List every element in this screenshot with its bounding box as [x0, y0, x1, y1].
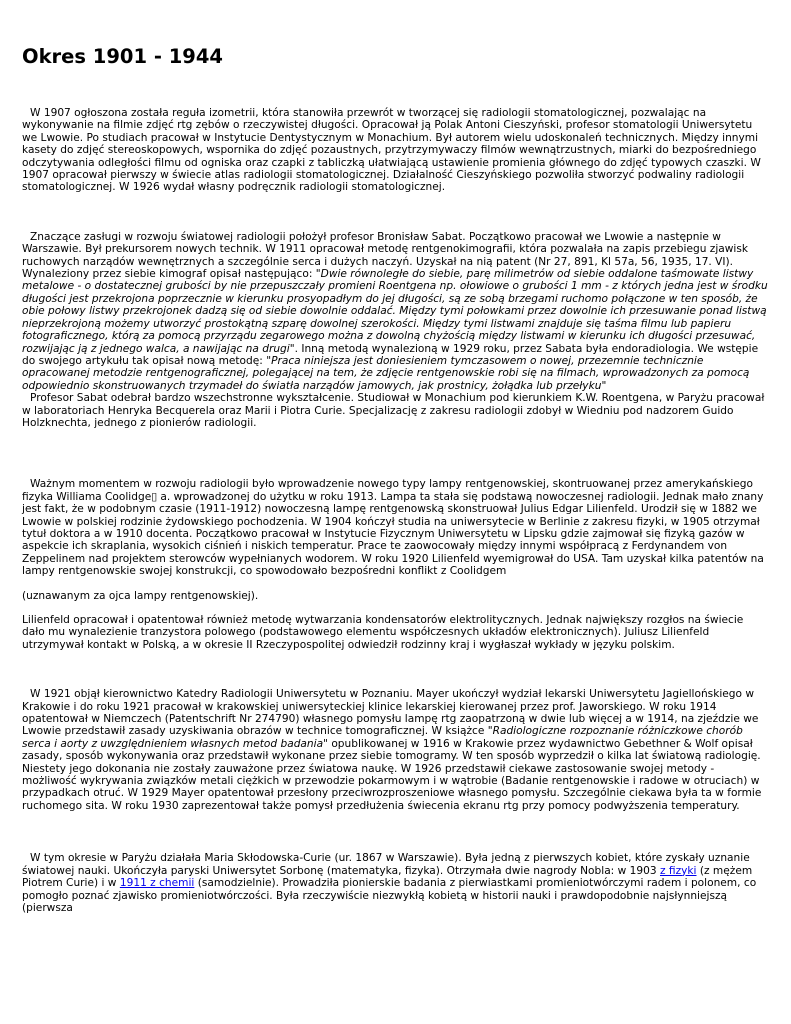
- spacer: [22, 812, 769, 852]
- spacer: [22, 69, 769, 107]
- spacer: [22, 602, 769, 614]
- paragraph-lilienfeld: Ważnym momentem w rozwoju radiologii było wprowadzenie nowego typy lampy rentgenowskiej, skontruowanej przez amerykańskiego fizyka Williama Coolidge▯ a. wprowadzonej do użytku w roku 1913. Lampa ta stała się podstawą nowoczesnej radiologii. Jednak mało znany jest fakt, że w podobnym czasie (1911-1912) nowoczesną lampę rentgenowską skonstruował Julius Edgar Lilienfeld. Urodził się w 1882 we Lwowie w polskiej rodzinie żydowskiego pochodzenia. W 1904 kończył studia na uniwersytecie w Berlinie z zakresu fizyki, w 1905 otrzymał tytuł doktora a w 1910 docenta. Początkowo pracował w Instytucie Fizycznym Uniwersytetu w Lipsku gdzie zajmował się fizyką gazów w aspekcie ich skraplania, wysokich ciśnień i niskich temperatur. Prace te zaowocowały między innymi współpracą z Ferdynandem von Zeppelinem nad projektem sterowców wypełnianych wodorem. W roku 1920 Lilienfeld wyemigrował do USA. Tam uzyskał kilka patentów na lampy rentgenowskie swojej konstrukcji, co spowodowało bezpośredni konflikt z Coolidgem: [22, 478, 764, 578]
- spacer: [22, 429, 769, 478]
- text: Znaczące zasługi w rozwoju światowej radiologii położył profesor Bronisław Sabat. Początkowo pracował we Lwowie a następnie w Warszawie. Był prekursorem nowych technik. W 1911 opracował metodę rentgenokimografii, która pozwalała na zapis przebiegu zjawisk ruchowych narządów wewnętrznych a szczególnie serca i dużych naczyń. Uzyskał na nią patent (Nr 27, 891, Kl 57a, 56, 1935, 17. VI). Wynaleziony przez siebie kimograf opisał następująco: ": [22, 230, 749, 281]
- quote-book-title: Radiologiczne rozpoznanie różniczkowe chorób serca i aorty z uwzględnieniem własnych metod badania: [22, 725, 743, 750]
- text: (samodzielnie). Prowadziła pionierskie badania z pierwiastkami promieniotwórczymi radem i polonem, co pomogło poznać zjawisko promieniotwórczości. Była rzeczywiście niezwykłą kobietą w historii nauki i prawdopodobnie najsłynniejszą (pierwsza: [22, 877, 757, 914]
- text: (z mężem Piotrem Curie) i w: [22, 864, 753, 890]
- spacer: [22, 578, 769, 590]
- link-physics-nobel[interactable]: z fizyki: [659, 864, 697, 877]
- paragraph-sabat: [22, 231, 769, 430]
- text: W 1921 objął kierownictwo Katedry Radiologii Uniwersytetu w Poznaniu. Mayer ukończył wydział lekarski Uniwersytetu Jagiellońskiego w Krakowie i do roku 1921 pracował w krakowskiej uniwersyteckiej klinice lekarskiej kierowanej przez prof. Jaworskiego. W roku 1914 opatentował w Niemczech (Patentschrift Nr 274790) własnego pomysłu lampę rtg zaopatrzoną w dwie lub więcej a w 1914, na zjeździe we Lwowie przedstawił zasady uzyskiwania obrazów w technice tomograficznej. W książce ": [22, 688, 759, 738]
- paragraph-sklodowska: [22, 852, 769, 914]
- quote-kimograf: Dwie równoległe do siebie, parę milimetrów od siebie oddalone taśmowate listwy metalowe - o dostatecznej grubości by nie przepuszczały promieni Roentgena np. ołowiowe o grubości 1 mm - z których jedna jest w środku długości jest przekrojona poprzecznie w kierunku prosyopadłym do jej długości, są ze sobą brzegami ruchomo połączone w ten sposób, że obie połowy listwy przekrojonek dadzą się od siebie dowolnie oddalać. Między tymi połowkami przez dowolnie ich przesuwanie ponad listwą nieprzekrojoną możemy utworzyć prostokątną szparę dowolnej szerokości. Między tymi listwami znajduje się taśma filmu lub papieru fotograficznego, którą za pomocą przyrządu zegarowego można z dowolną chyżością między listwami w kierunku ich długości przesuwać, rozwijając ją z jednego walca, a nawijając na drugi: [22, 268, 768, 355]
- text: W tym okresie w Paryżu działała Maria Skłodowska-Curie (ur. 1867 w Warszawie). Była jedną z pierwszych kobiet, które zyskały uznanie światowej nauki. Ukończyła paryski Uniwersytet Sorbonę (matematyka, fizyka). Otrzymała dwie nagrody Nobla: w 1903: [22, 852, 750, 877]
- page-title: Okres 1901 - 1944: [22, 45, 223, 68]
- text: Profesor Sabat odebrał bardzo wszechstronne wykształcenie. Studiował w Monachium pod kierunkiem K.W. Roentgena, w Paryżu pracował w laboratoriach Henryka Becquerela oraz Marii i Piotra Curie. Specjalizację z zakresu radiologii zdobył w Wiedniu pod nadzorem Guido Holzknechta, jednego z pionierów radiologii.: [22, 392, 765, 429]
- spacer: [22, 651, 769, 688]
- text: ". Inną metodą wynalezioną w 1929 roku, przez Sabata była endoradiologia. We wstępie do swojego artykułu tak opisał nową metodę: ": [22, 342, 759, 367]
- link-chemistry-nobel[interactable]: 1911 z chemii: [119, 877, 195, 890]
- spacer: [22, 194, 769, 231]
- paragraph-mayer: [22, 688, 769, 812]
- text: ": [601, 379, 607, 392]
- quote-endoradiologia: Praca niniejsza jest doniesieniem tymczasowem o nowej, przezemnie technicznie opracowanej metodzie rentgenograficznej, polegającej na tem, że zdjęcie rentgenowskie robi się na filmach, wprowadzonych za pomocą odpowiednio skonstruowanych trzymadeł do światła narządów jamowych, jak prostnicy, żołądka lub przełyku: [22, 354, 750, 392]
- paragraph-lilienfeld-transistor: Lilienfeld opracował i opatentował również metodę wytwarzania kondensatorów elektrolitycznych. Jednak największy rozgłos na świecie dało mu wynalezienie tranzystora polowego (podstawowego elementu współczesnych układów elektronicznych). Juliusz Lilienfeld utrzymywał kontakt w Polską, a w okresie II Rzeczypospolitej odwiedził rodzinny kraj i wygłaszał wykłady w języku polskim.: [22, 614, 744, 651]
- text: " opublikowanej w 1916 w Krakowie przez wydawnictwo Gebethner & Wolf opisał zasady, sposób wykonywania oraz przedstawił wykonane przez siebie tomogramy. W ten sposób wyprzedził o kilka lat światową radiologię. Niestety jego dokonania nie zostały zauważone przez światowa naukę. W 1926 przedstawił ciekawe zastosowanie swojej metody - możliwość wykrywania związków metali ciężkich w przewodzie pokarmowym i w wątrobie (Badanie rentgenowskie i radowe w otruciach) w przypadkach otruć. W 1929 Mayer opatentował przesłony przeciwrozproszeniowe własnego pomysłu. Szczególnie ciekawa była ta w formie ruchomego sita. W roku 1930 zaprezentował także pomysł przedłużenia świecenia ekranu rtg przy pomocy podwyższenia temperatury.: [22, 737, 762, 812]
- paragraph-cieszynski: W 1907 ogłoszona została reguła izometrii, która stanowiła przewrót w tworzącej się radiologii stomatologicznej, pozwalając na wykonywanie na filmie zdjęć rtg zębów o rzeczywistej długości. Opracował ją Polak Antoni Cieszyński, profesor stomatologii Uniwersytetu we Lwowie. Po studiach pracował w Instytucie Dentystycznym w Monachium. Był autorem wielu udoskonaleń technicznych. Między innymi kasety do zdjęć stereoskopowych, wspornika do zdjęć pozaustnych, przytrzymywaczy filmów wewnątrzustnych, miarki do bezpośredniego odczytywania odległości filmu od ogniska oraz czapki z tabliczką ułatwiającą ustawienie promienia głównego do zdjęć typowych czaszki. W 1907 opracował pierwszy w świecie atlas radiologii stomatologicznej. Działalność Cieszyńskiego pozwoliła stworzyć podwaliny radiologii stomatologicznej. W 1926 wydał własny podręcznik radiologii stomatologicznej.: [22, 107, 761, 194]
- paragraph-coolidge-note: (uznawanym za ojca lampy rentgenowskiej).: [22, 589, 259, 602]
